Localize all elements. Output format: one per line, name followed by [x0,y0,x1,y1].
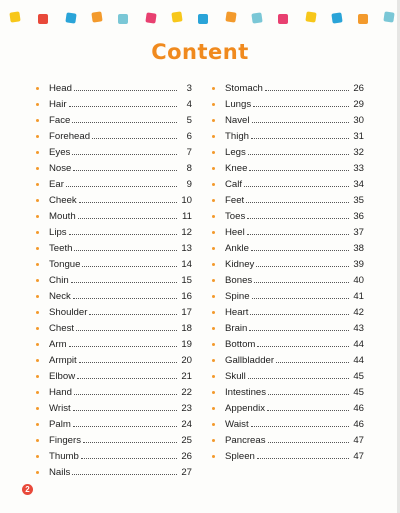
entry-label: Heel [225,227,245,238]
dot-leader [268,394,349,395]
dot-leader [92,138,177,139]
dot-leader [73,298,177,299]
contents-entry [36,430,192,446]
entry-page-number: 44 [353,339,364,350]
contents-entry [36,382,192,398]
entry-label: Navel [225,115,250,126]
contents-entry [212,222,364,238]
contents-entry [212,430,364,446]
dot-leader [81,458,177,459]
decorative-square [198,14,208,24]
bullet-dot-icon [212,279,215,282]
entry-label: Shoulder [49,307,88,318]
dot-leader [257,346,349,347]
entry-label: Pancreas [225,435,266,446]
contents-entry [212,158,364,174]
bullet-dot-icon [212,327,215,330]
entry-page-number: 27 [181,467,192,478]
dot-leader [248,154,349,155]
entry-page-number: 41 [353,291,364,302]
entry-label: Ankle [225,243,249,254]
bullet-dot-icon [36,455,39,458]
dot-leader [89,314,177,315]
bullet-dot-icon [36,279,39,282]
bullet-dot-icon [36,391,39,394]
entry-label: Elbow [49,371,76,382]
dot-leader [79,202,177,203]
bullet-dot-icon [36,423,39,426]
entry-label: Nose [49,163,72,174]
dot-leader [247,218,349,219]
bullet-dot-icon [212,87,215,90]
contents-entry [36,398,192,414]
dot-leader [249,330,349,331]
dot-leader [69,346,177,347]
entry-label: Toes [225,211,246,222]
bullet-dot-icon [212,407,215,410]
dot-leader [83,442,177,443]
entry-page-number: 34 [353,179,364,190]
contents-entry [212,206,364,222]
bullet-dot-icon [36,151,39,154]
contents-entry [212,286,364,302]
contents-entry [36,366,192,382]
entry-page-number: 11 [182,211,192,222]
entry-page-number: 40 [353,275,364,286]
bullet-dot-icon [36,247,39,250]
dot-leader [79,362,177,363]
contents-entry [212,446,364,462]
entry-page-number: 8 [186,163,192,174]
bullet-dot-icon [36,407,39,410]
dot-leader [254,282,349,283]
decorative-square [171,11,182,22]
entry-label: Gallbladder [225,355,275,366]
dot-leader [250,314,349,315]
entry-label: Palm [49,419,71,430]
entry-label: Kidney [225,259,255,270]
dot-leader [74,90,177,91]
entry-label: Waist [225,419,249,430]
dot-leader [72,154,177,155]
decorative-square [358,14,368,24]
entry-label: Fingers [49,435,81,446]
decorative-square [383,11,394,22]
page-number-badge: 2 [22,484,33,495]
contents-entry [36,238,192,254]
bullet-dot-icon [36,295,39,298]
entry-page-number: 35 [353,195,364,206]
dot-leader [244,186,349,187]
dot-leader [267,410,349,411]
contents-list-right [212,78,364,462]
entry-label: Hair [49,99,67,110]
entry-page-number: 25 [181,435,192,446]
contents-entry [36,190,192,206]
entry-page-number: 32 [353,147,364,158]
contents-entry [212,78,364,94]
entry-page-number: 16 [181,291,192,302]
dot-leader [253,106,349,107]
bullet-dot-icon [212,263,215,266]
contents-entry [212,350,364,366]
contents-entry [212,398,364,414]
entry-label: Face [49,115,71,126]
contents-entry [212,110,364,126]
entry-label: Chin [49,275,69,286]
entry-page-number: 9 [186,179,192,190]
contents-entry [36,158,192,174]
entry-label: Spleen [225,451,255,462]
bullet-dot-icon [212,311,215,314]
contents-entry [212,142,364,158]
dot-leader [82,266,177,267]
decorative-square-strip [0,12,400,28]
bullet-dot-icon [36,119,39,122]
entry-label: Calf [225,179,243,190]
contents-entry [212,270,364,286]
dot-leader [73,426,177,427]
entry-page-number: 24 [181,419,192,430]
bullet-dot-icon [36,135,39,138]
dot-leader [257,458,349,459]
entry-page-number: 45 [353,387,364,398]
bullet-dot-icon [212,103,215,106]
decorative-square [145,12,156,23]
dot-leader [256,266,349,267]
contents-list-left [36,78,192,478]
entry-page-number: 7 [186,147,192,158]
bullet-dot-icon [212,343,215,346]
bullet-dot-icon [36,87,39,90]
contents-entry [212,94,364,110]
entry-page-number: 29 [353,99,364,110]
contents-entry [36,350,192,366]
entry-label: Stomach [225,83,263,94]
dot-leader [73,170,177,171]
contents-entry [36,174,192,190]
contents-entry [212,126,364,142]
entry-label: Tongue [49,259,81,270]
entry-label: Spine [225,291,250,302]
bullet-dot-icon [212,199,215,202]
dot-leader [71,282,177,283]
entry-label: Lungs [225,99,252,110]
entry-label: Wrist [49,403,71,414]
decorative-square [331,12,342,23]
bullet-dot-icon [36,167,39,170]
entry-page-number: 38 [353,243,364,254]
bullet-dot-icon [36,359,39,362]
entry-page-number: 39 [353,259,364,270]
contents-entry [212,238,364,254]
entry-label: Head [49,83,72,94]
entry-page-number: 10 [181,195,192,206]
bullet-dot-icon [36,343,39,346]
entry-page-number: 20 [181,355,192,366]
dot-leader [268,442,349,443]
bullet-dot-icon [212,455,215,458]
entry-label: Chest [49,323,75,334]
contents-entry [36,446,192,462]
dot-leader [76,330,177,331]
dot-leader [73,410,177,411]
contents-entry [36,78,192,94]
decorative-square [65,12,76,23]
decorative-square [225,11,236,22]
entry-page-number: 23 [181,403,192,414]
entry-page-number: 37 [353,227,364,238]
contents-entry [36,254,192,270]
entry-page-number: 47 [353,435,364,446]
contents-entry [212,318,364,334]
entry-label: Mouth [49,211,76,222]
entry-page-number: 43 [353,323,364,334]
entry-label: Neck [49,291,71,302]
entry-page-number: 3 [186,83,192,94]
entry-label: Armpit [49,355,77,366]
dot-leader [251,138,349,139]
bullet-dot-icon [212,375,215,378]
contents-entry [36,142,192,158]
bullet-dot-icon [36,327,39,330]
contents-entry [36,206,192,222]
bullet-dot-icon [36,471,39,474]
entry-label: Knee [225,163,248,174]
dot-leader [252,298,349,299]
bullet-dot-icon [212,231,215,234]
contents-entry [212,174,364,190]
bullet-dot-icon [36,231,39,234]
dot-leader [66,186,177,187]
entry-page-number: 6 [186,131,192,142]
entry-label: Intestines [225,387,267,398]
entry-page-number: 5 [186,115,192,126]
bullet-dot-icon [36,263,39,266]
decorative-square [38,14,48,24]
entry-label: Appendix [225,403,266,414]
bullet-dot-icon [212,247,215,250]
contents-entry [36,94,192,110]
bullet-dot-icon [212,295,215,298]
decorative-square [251,12,262,23]
entry-page-number: 14 [181,259,192,270]
dot-leader [251,426,349,427]
bullet-dot-icon [212,391,215,394]
entry-label: Heart [225,307,249,318]
entry-label: Lips [49,227,67,238]
entry-label: Brain [225,323,248,334]
contents-entry [212,254,364,270]
contents-entry [212,302,364,318]
dot-leader [78,218,177,219]
entry-label: Thumb [49,451,79,462]
contents-entry [36,286,192,302]
entry-label: Skull [225,371,246,382]
entry-page-number: 26 [181,451,192,462]
entry-label: Ear [49,179,64,190]
bullet-dot-icon [36,311,39,314]
dot-leader [246,202,349,203]
decorative-square [278,14,288,24]
entry-label: Bones [225,275,253,286]
bullet-dot-icon [36,375,39,378]
dot-leader [249,170,349,171]
entry-label: Bottom [225,339,256,350]
bullet-dot-icon [36,183,39,186]
entry-page-number: 45 [353,371,364,382]
dot-leader [77,378,177,379]
entry-page-number: 21 [181,371,192,382]
dot-leader [74,250,177,251]
entry-page-number: 22 [181,387,192,398]
entry-label: Nails [49,467,71,478]
decorative-square [305,11,316,22]
entry-label: Eyes [49,147,71,158]
dot-leader [251,250,349,251]
contents-entry [212,366,364,382]
entry-page-number: 31 [353,131,364,142]
contents-entry [212,334,364,350]
dot-leader [69,106,177,107]
dot-leader [276,362,349,363]
entry-label: Teeth [49,243,73,254]
entry-page-number: 4 [186,99,192,110]
contents-entry [36,334,192,350]
contents-entry [36,302,192,318]
contents-entry [36,414,192,430]
entry-label: Thigh [225,131,249,142]
entry-label: Arm [49,339,67,350]
contents-entry [36,462,192,478]
entry-page-number: 46 [353,403,364,414]
entry-page-number: 18 [181,323,192,334]
entry-page-number: 33 [353,163,364,174]
entry-page-number: 46 [353,419,364,430]
bullet-dot-icon [36,439,39,442]
bullet-dot-icon [36,103,39,106]
dot-leader [72,474,177,475]
entry-label: Legs [225,147,246,158]
bullet-dot-icon [212,359,215,362]
bullet-dot-icon [212,167,215,170]
entry-label: Feet [225,195,245,206]
dot-leader [265,90,349,91]
bullet-dot-icon [212,423,215,426]
entry-label: Cheek [49,195,77,206]
entry-label: Forehead [49,131,91,142]
contents-entry [36,270,192,286]
entry-page-number: 44 [353,355,364,366]
bullet-dot-icon [212,119,215,122]
bullet-dot-icon [36,215,39,218]
page-title: Content [151,40,249,64]
entry-page-number: 42 [353,307,364,318]
dot-leader [252,122,349,123]
entry-page-number: 13 [181,243,192,254]
bullet-dot-icon [212,439,215,442]
contents-entry [36,126,192,142]
contents-entry [212,382,364,398]
entry-label: Hand [49,387,72,398]
entry-page-number: 17 [181,307,192,318]
dot-leader [74,394,177,395]
bullet-dot-icon [212,215,215,218]
contents-entry [212,190,364,206]
contents-entry [36,318,192,334]
decorative-square [118,14,128,24]
dot-leader [248,378,349,379]
entry-page-number: 30 [353,115,364,126]
entry-page-number: 19 [181,339,192,350]
entry-page-number: 36 [353,211,364,222]
entry-page-number: 47 [353,451,364,462]
bullet-dot-icon [212,135,215,138]
bullet-dot-icon [212,151,215,154]
contents-entry [212,414,364,430]
dot-leader [69,234,177,235]
bullet-dot-icon [212,183,215,186]
entry-page-number: 26 [353,83,364,94]
decorative-square [91,11,102,22]
contents-entry [36,222,192,238]
decorative-square [9,11,20,22]
dot-leader [247,234,349,235]
dot-leader [72,122,177,123]
contents-entry [36,110,192,126]
bullet-dot-icon [36,199,39,202]
entry-page-number: 12 [181,227,192,238]
entry-page-number: 15 [181,275,192,286]
